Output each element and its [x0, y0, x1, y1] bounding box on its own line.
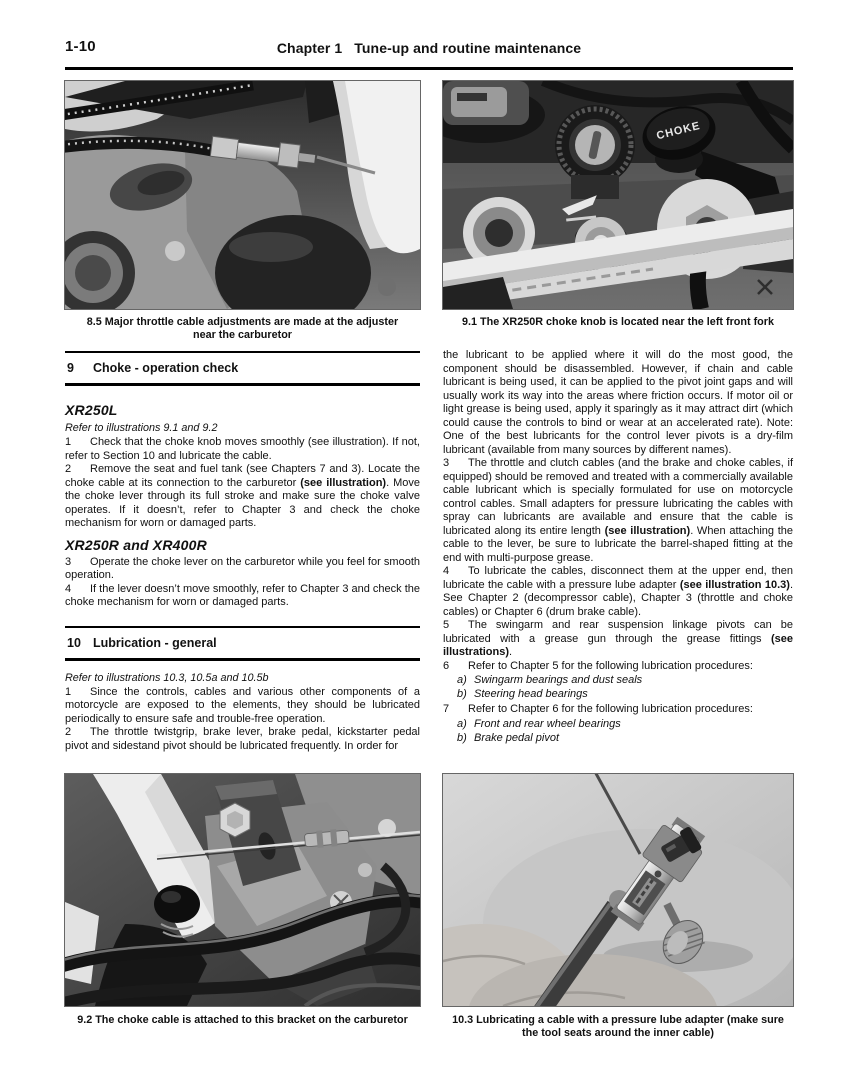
choke-knob-label: CHOKE	[655, 119, 702, 143]
figure-caption: 9.2 The choke cable is attached to this bracket on the carburetor	[77, 1014, 408, 1026]
figure-caption: 9.1 The XR250R choke knob is located near the left front fork	[462, 316, 774, 328]
figure-caption: 10.3 Lubricating a cable with a pressure lube adapter (make sure the tool seats around the inner cable)	[452, 1014, 784, 1039]
paragraph-9-2: 2 Remove the seat and fuel tank (see Chapters 7 and 3). Locate the choke cable at its connection to the carburetor (see illustration). Move the choke lever through its full stroke and make sure the choke valve operates. If it doesn’t, refer to Chapter 3 and check the choke mechanism for worn or damaged parts.	[65, 463, 420, 529]
paragraph-10-1: 1 Since the controls, cables and various other components of a motorcycle are exposed to the elements, they should be lubricated periodically to ensure safe and trouble-free operation.	[65, 685, 420, 725]
section-number: 10	[67, 635, 81, 650]
paragraph-10-2: 2 The throttle twistgrip, brake lever, brake pedal, kickstarter pedal pivot and sidestand pivot should be lubricated frequently. In order for	[65, 726, 420, 752]
section-title: Lubrication - general	[93, 635, 217, 650]
section-title: Choke - operation check	[93, 361, 239, 375]
figure-10-3	[443, 774, 793, 1041]
list-item-7a: a) Front and rear wheel bearings	[457, 717, 621, 730]
two-column-layout	[65, 81, 793, 1041]
figure-8-5	[65, 81, 420, 342]
left-column	[65, 81, 420, 1041]
right-column	[443, 81, 793, 1041]
figure-8-5-photo	[65, 81, 420, 309]
refer-line: Refer to illustrations 10.3, 10.5a and 10.5b	[65, 671, 269, 684]
section-9-heading	[65, 351, 420, 386]
figure-9-2	[65, 774, 420, 1041]
throttle-adjuster-photo	[65, 81, 420, 309]
pressure-lube-adapter-photo	[443, 774, 793, 1006]
choke-knob-photo	[443, 81, 793, 309]
list-item-7b: b) Brake pedal pivot	[457, 731, 559, 744]
bracket-bolt	[220, 803, 250, 837]
choke-cable-bracket-photo	[65, 774, 420, 1006]
list-item-6a: a) Swingarm bearings and dust seals	[457, 674, 643, 686]
paragraph-10-2-continued: the lubricant to be applied where it will do the most good, the component should be disassembled. However, if chain and cable lubricant is being used, it can be applied to the pivot joint gaps and will usually work its way into the areas where friction occurs. If motor oil or light grease is being used, apply it sparingly as it may attract dirt (which could cause the controls to bind or wear at an accelerated rate). Note: One of the best lubricants for the control lever pivots is a dry-film lubricant (available from many sources by different names).	[443, 349, 793, 456]
refer-line: Refer to illustrations 9.1 and 9.2	[65, 422, 218, 434]
subsection-xr250l: XR250L	[65, 402, 118, 418]
paragraph-10-6: 6 Refer to Chapter 5 for the following lubrication procedures:	[443, 659, 753, 672]
header-rule	[65, 67, 793, 70]
figure-10-3-photo	[443, 774, 793, 1006]
paragraph-9-1: 1 Check that the choke knob moves smoothly (see illustration). If not, refer to Section 10 and lubricate the cable.	[65, 436, 420, 462]
figure-9-2-photo	[65, 774, 420, 1006]
paragraph-10-7: 7 Refer to Chapter 6 for the following lubrication procedures:	[443, 703, 753, 715]
chapter-title: Chapter 1 Tune-up and routine maintenance	[276, 40, 582, 56]
list-item-6b: b) Steering head bearings	[457, 688, 588, 700]
paragraph-9-3: 3 Operate the choke lever on the carburetor while you feel for smooth operation.	[65, 555, 420, 581]
paragraph-10-3: 3 The throttle and clutch cables (and the brake and choke cables, if equipped) should be removed and treated with a commercially available cable lubricant which is specially formulated for use on motorcycle control cables. Small adapters for pressure lubricating the cables with spray can lubricants are available and ensure that the cable is lubricated along its entire length (see illustration). When attaching the cable to the lever, be sure to lubricate the barrel-shaped fitting at the end with multi-purpose grease.	[443, 457, 793, 564]
paragraph-10-4: 4 To lubricate the cables, disconnect them at the upper end, then lubricate the cable with a pressure lube adapter (see illustration 10.3). See Chapter 2 (decompressor cable), Chapter 3 (throttle and choke cables) or Chapter 6 (drum brake cable).	[443, 565, 793, 618]
subsection-xr250r-xr400r: XR250R and XR400R	[65, 536, 207, 553]
paragraph-9-4: 4 If the lever doesn’t move smoothly, refer to Chapter 3 and check the choke mechanism for worn or damaged parts.	[65, 582, 420, 608]
figure-caption: 8.5 Major throttle cable adjustments are made at the adjuster near the carburetor	[86, 316, 399, 341]
page-number: 1-10	[65, 38, 96, 55]
section-10-heading	[65, 626, 420, 661]
figure-9-1-photo	[443, 81, 793, 309]
figure-9-1	[443, 81, 793, 329]
section-number: 9	[67, 361, 74, 375]
page-header	[65, 38, 793, 62]
paragraph-10-5: 5 The swingarm and rear suspension linkage pivots can be lubricated with a grease gun through the grease fittings (see illustrations).	[443, 619, 793, 658]
speedometer	[443, 81, 529, 125]
